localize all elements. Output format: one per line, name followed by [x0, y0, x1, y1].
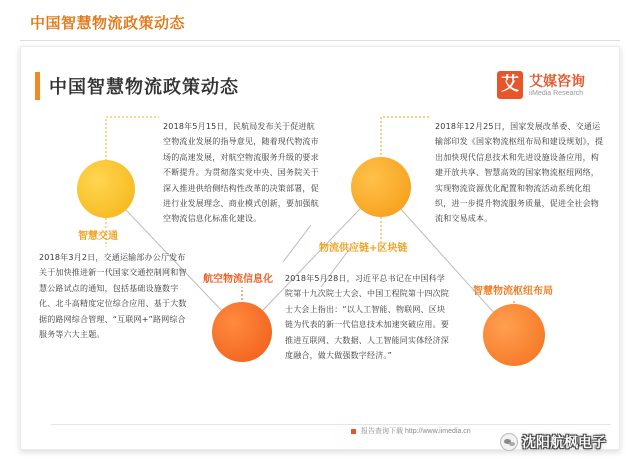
wechat-icon — [500, 433, 518, 451]
logo-name-en: iiMedia Research — [529, 90, 584, 97]
slide-title: 中国智慧物流政策动态 — [49, 77, 239, 98]
slide-footer-divider — [51, 424, 611, 425]
policy-text-smart-traffic: 2018年3月2日，交通运输部办公厅发布关于加快推进新一代国家交通控制网和智慧公路试点的通知，包括基础设施数字化、北斗高精度定位综合应用、基于大数据的路网综合管理、“互联网+”路网综合服务等六大主题。 — [39, 253, 187, 340]
watermark-text: 沈阳航枫电子 — [522, 435, 606, 451]
node-circle-air-logistics — [212, 302, 272, 362]
page-header-title: 中国智慧物流政策动态 — [30, 14, 186, 32]
policy-text-logistics-hub: 2018年12月25日，国家发展改革委、交通运输部印发《国家物流枢纽布局和建设规划》，提出加快现代信息技术和先进设施设备应用，构建开放共享、智慧高效的国家物流枢纽网络，实现物流资源优化配置和物流活动系统化组织，进一步提升物流服务质量，促进全社会物流和交易成本。 — [435, 122, 604, 224]
node-label-blockchain: 物流供应链+区块链 — [319, 243, 408, 254]
policy-text-blockchain: 2018年5月28日，习近平总书记在中国科学院第十九次院士大会、中国工程院第十四次院士大会上指出：“以人工智能、物联网、区块链为代表的新一代信息技术加速突破应用。要推进互联网、大数据、人工智能同实体经济深度融合，做大做强数字经济。” — [285, 274, 449, 361]
header-divider — [20, 40, 620, 41]
node-label-air-logistics: 航空物流信息化 — [203, 274, 273, 285]
footer-url: 报告查询下载 http://www.iimedia.cn — [361, 428, 471, 435]
policy-text-air-logistics: 2018年5月15日，民航局发布关于促进航空物流业发展的指导意见，随着现代物流市场的高速发展，对航空物流服务升级的要求不断提升。为贯彻落实党中央、国务院关于深入推进供给侧结构性改革的决策部署，促进行业发展理念、商业模式创新，要加强航空物流信息化标准化建设。 — [163, 122, 319, 224]
node-circle-smart-traffic — [77, 160, 135, 218]
policy-slide — [20, 46, 620, 450]
node-circle-logistics-hub — [483, 304, 545, 366]
node-label-logistics-hub: 智慧物流枢纽布局 — [473, 286, 553, 297]
logo-mark-icon: 艾 — [497, 71, 523, 99]
node-circle-blockchain — [351, 157, 411, 217]
logo-name-cn: 艾媒咨询 — [529, 74, 585, 90]
footer-dot-icon — [351, 429, 356, 434]
node-label-smart-traffic: 智慧交通 — [78, 231, 118, 242]
